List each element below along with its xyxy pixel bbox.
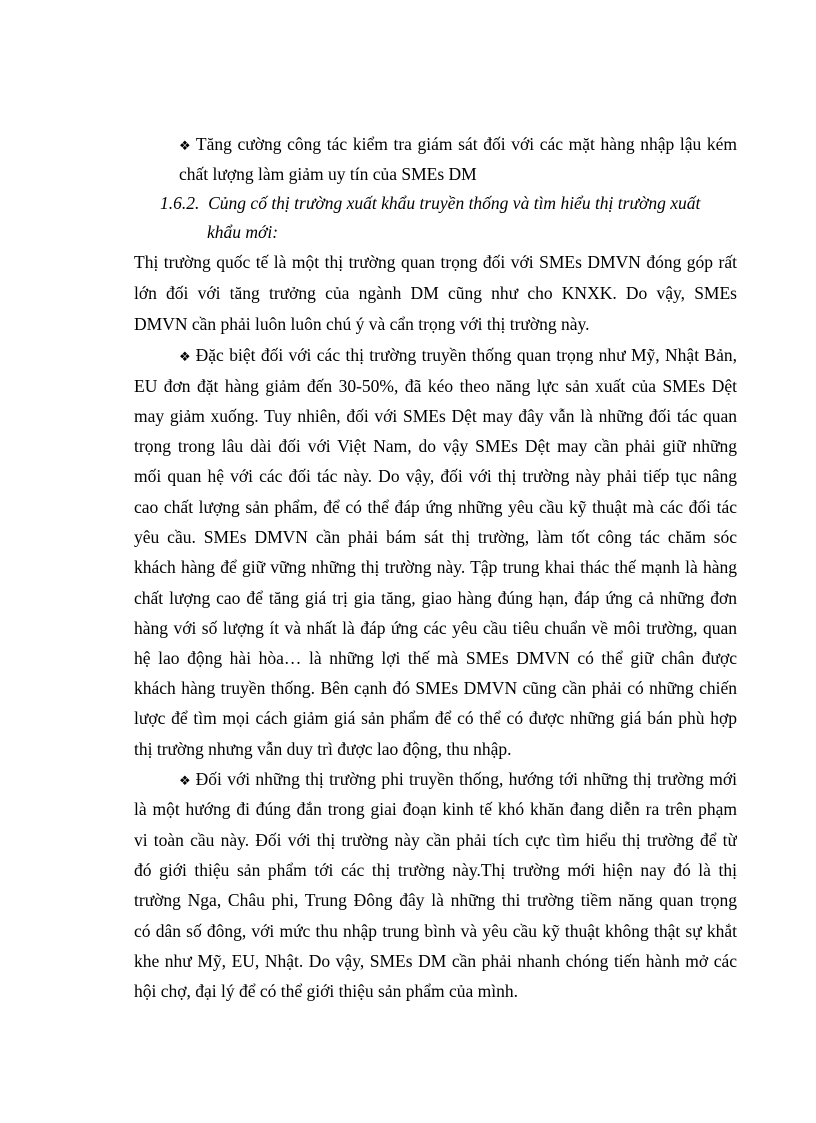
intro-line-2: lớn đối với tăng trưởng của ngành DM cũng như cho KNXK. Do vậy, SMEs (134, 283, 737, 303)
bullet-2-line-7: yêu cầu. SMEs DMVN cần phải bám sát thị trường, làm tốt công tác chăm sóc (134, 527, 737, 547)
bullet-2-line-3: may giảm xuống. Tuy nhiên, đối với SMEs Dệt may đây vẫn là những đối tác quan (134, 406, 737, 426)
bullet-diamond-icon: ❖ (179, 139, 192, 154)
bullet-2-line-4: trọng trong lâu dài đối với Việt Nam, do vậy SMEs Dệt may cần phải giữ những (134, 436, 737, 456)
bullet-2-line-2: EU đơn đặt hàng giảm đến 30-50%, đã kéo theo năng lực sản xuất của SMEs Dệt (134, 376, 737, 396)
section-title-line-2: khẩu mới: (207, 222, 279, 242)
bullet-3-line-4: đó giới thiệu sản phẩm tới các thị trường này.Thị trường mới hiện nay đó là thị (134, 860, 737, 880)
intro-line-1: Thị trường quốc tế là một thị trường quan trọng đối với SMEs DMVN đóng góp rất (134, 252, 737, 272)
intro-line-3: DMVN cần phải luôn luôn chú ý và cẩn trọng với thị trường này. (134, 314, 590, 334)
bullet-3-line-6: có dân số đông, với mức thu nhập trung bình và yêu cầu kỹ thuật không thật sự khắt (134, 921, 737, 941)
bullet-3-line-5: trường Nga, Châu phi, Trung Đông đây là những thi trường tiềm năng quan trọng (134, 890, 737, 910)
bullet-2-line-8: khách hàng để giữ vững những thị trường này. Tập trung khai thác thế mạnh là hàng (134, 557, 737, 577)
bullet-2-line-1: ❖ Đặc biệt đối với các thị trường truyền thống quan trọng như Mỹ, Nhật Bản, (179, 345, 737, 365)
bullet-1-line-2: chất lượng làm giảm uy tín của SMEs DM (179, 164, 477, 184)
bullet-2-line-13: lược để tìm mọi cách giảm giá sản phẩm để có thể có được những giá bán phù hợp (134, 708, 737, 728)
bullet-3-line-1: ❖ Đối với những thị trường phi truyền thống, hướng tới những thị trường mới (179, 769, 737, 789)
bullet-3-line-2: là một hướng đi đúng đắn trong giai đoạn kinh tế khó khăn đang diễn ra trên phạm (134, 799, 737, 819)
bullet-3-line-8: hội chợ, đại lý để có thể giới thiệu sản phẩm của mình. (134, 981, 518, 1001)
section-title-line-1: Củng cố thị trường xuất khẩu truyền thống và tìm hiểu thị trường xuất (208, 193, 701, 213)
bullet-1-line-1: ❖ Tăng cường công tác kiểm tra giám sát đối với các mặt hàng nhập lậu kém (179, 134, 737, 154)
bullet-2-line-14: thị trường nhưng vẫn duy trì được lao động, thu nhập. (134, 739, 512, 759)
bullet-2-line-12: khách hàng truyền thống. Bên cạnh đó SMEs DMVN cũng cần phải có những chiến (134, 678, 737, 698)
bullet-diamond-icon: ❖ (179, 350, 192, 365)
bullet-2-line-11: hệ lao động hài hòa… là những lợi thế mà SMEs DMVN có thể giữ chân được (134, 648, 737, 668)
bullet-2-line-6: cao chất lượng sản phẩm, để có thể đáp ứng những yêu cầu kỹ thuật mà các đối tác (134, 497, 737, 517)
bullet-diamond-icon: ❖ (179, 774, 192, 789)
section-heading (160, 192, 738, 214)
bullet-3-line-3: vi toàn cầu này. Đối với thị trường này cần phải tích cực tìm hiểu thị trường để từ (134, 830, 737, 850)
bullet-2-line-5: mối quan hệ với các đối tác này. Do vậy, đối với thị trường này phải tiếp tục nâng (134, 466, 737, 486)
bullet-3-line-7: khe như Mỹ, EU, Nhật. Do vậy, SMEs DM cần phải nhanh chóng tiến hành mở các (134, 951, 737, 971)
bullet-2-line-9: chất lượng cao để tăng giá trị gia tăng, giao hàng đúng hạn, đáp ứng cả những đơn (134, 588, 737, 608)
bullet-2-line-10: hàng với số lượng ít và nhất là đáp ứng các yêu cầu tiêu chuẩn về môi trường, quan (134, 618, 737, 638)
section-number: 1.6.2. (160, 193, 200, 213)
